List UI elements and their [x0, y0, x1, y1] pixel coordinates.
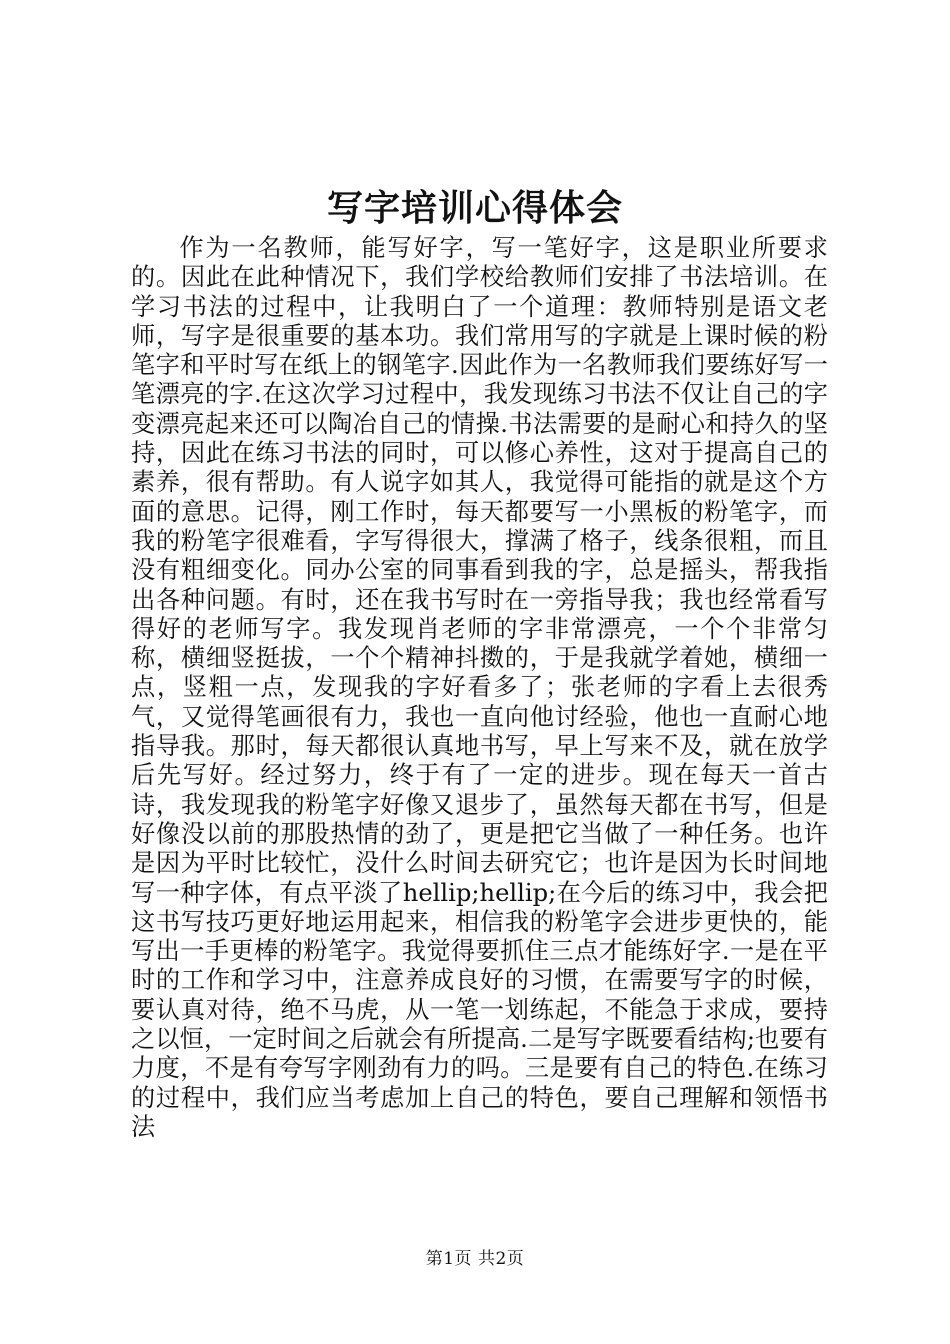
page-number-footer: 第1页 共2页 — [425, 1249, 525, 1269]
document-title: 写字培训心得体会 — [326, 187, 623, 229]
body-paragraph: 作为一名教师，能写好字，写一笔好字，这是职业所要求的。因此在此种情况下，我们学校给教师们安排了书法培训。在学习书法的过程中，让我明白了一个道理：教师特别是语文老师，写字是很重要的基本功。我们常用写的字就是上课时候的粉笔字和平时写在纸上的钢笔字.因此作为一名教师我们要练好写一笔漂亮的字.在这次学习过程中，我发现练习书法不仅让自己的字变漂亮起来还可以陶冶自己的情操.书法需要的是耐心和持久的坚持，因此在练习书法的同时，可以修心养性，这对于提高自己的素养，很有帮助。有人说字如其人，我觉得可能指的就是这个方面的意思。记得，刚工作时，每天都要写一小黑板的粉笔字，而我的粉笔字很难看，字写得很大，撑满了格子，线条很粗，而且没有粗细变化。同办公室的同事看到我的字，总是摇头，帮我指出各种问题。有时，还在我书写时在一旁指导我；我也经常看写得好的老师写字。我发现肖老师的字非常漂亮，一个个非常匀称，横细竖挺拔，一个个精神抖擞的，于是我就学着她，横细一点，竖粗一点，发现我的字好看多了；张老师的字看上去很秀气，又觉得笔画很有力，我也一直向他讨经验，他也一直耐心地指导我。那时，每天都很认真地书写，早上写来不及，就在放学后先写好。经过努力，终于有了一定的进步。现在每天一首古诗，我发现我的粉笔字好像又退步了，虽然每天都在书写，但是好像没以前的那股热情的劲了，更是把它当做了一种任务。也许是因为平时比较忙，没什么时间去研究它；也许是因为长时间地写一种字体，有点平淡了hellip;hellip;在今后的练习中，我会把这书写技巧更好地运用起来，相信我的粉笔字会进步更快的，能写出一手更棒的粉笔字。我觉得要抓住三点才能练好字.一是在平时的工作和学习中，注意养成良好的习惯，在需要写字的时候，要认真对待，绝不马虎，从一笔一划练起，不能急于求成，要持之以恒，一定时间之后就会有所提高.二是写字既要看结构;也要有力度，不是有夸写字刚劲有力的吗。三是要有自己的特色.在练习的过程中，我们应当考虑加上自己的特色，要自己理解和领悟书法 — [131, 234, 828, 1141]
